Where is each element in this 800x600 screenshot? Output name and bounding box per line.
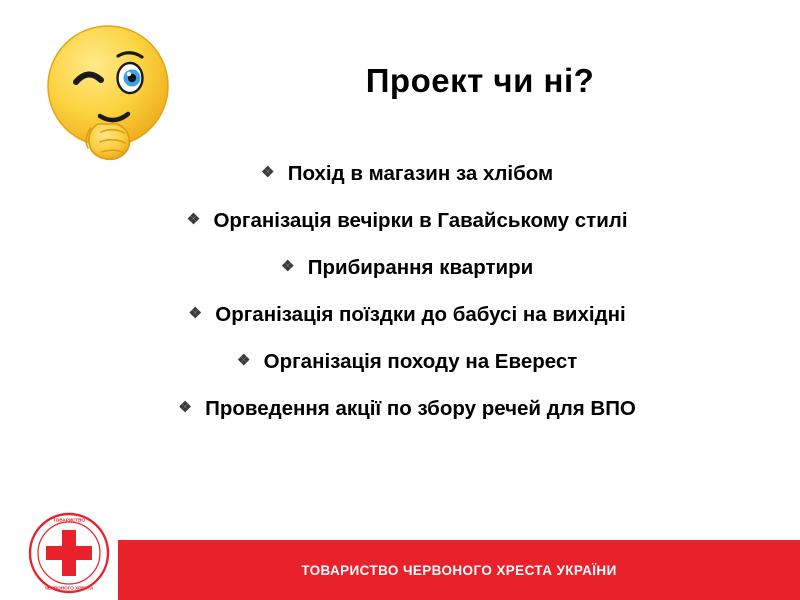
list-item-label: Організація походу на Еверест xyxy=(263,349,578,373)
red-cross-logo-icon xyxy=(28,512,110,594)
list-item-label: Прибирання квартири xyxy=(307,255,534,279)
footer-organization-label: ТОВАРИСТВО ЧЕРВОНОГО ХРЕСТА УКРАЇНИ xyxy=(301,562,617,578)
slide-title: Проект чи ні? xyxy=(365,62,595,99)
svg-text:ЧЕРВОНОГО ХРЕСТА: ЧЕРВОНОГО ХРЕСТА xyxy=(44,585,94,591)
list-item xyxy=(60,150,750,197)
list-item-label: Проведення акції по збору речей для ВПО xyxy=(205,396,636,420)
list-item xyxy=(60,338,750,385)
svg-text:ТОВАРИСТВО: ТОВАРИСТВО xyxy=(53,517,85,523)
bullet-marker-icon: ❖ xyxy=(261,164,275,181)
list-item-label: Організація поїздки до бабусі на вихідні xyxy=(215,302,626,326)
bullet-marker-icon: ❖ xyxy=(186,211,201,228)
bullet-marker-icon: ❖ xyxy=(236,352,251,369)
list-item xyxy=(60,291,750,338)
bullet-list xyxy=(60,150,750,432)
bullet-marker-icon: ❖ xyxy=(178,399,192,416)
list-item-label: Похід в магазин за хлібом xyxy=(287,161,554,185)
bullet-marker-icon: ❖ xyxy=(281,258,295,275)
list-item-label: Організація вечірки в Гавайському стилі xyxy=(213,208,628,232)
list-item xyxy=(60,197,750,244)
list-item xyxy=(60,385,750,432)
bullet-marker-icon: ❖ xyxy=(188,305,202,322)
list-item xyxy=(60,244,750,291)
thinking-emoji-icon xyxy=(42,20,184,170)
